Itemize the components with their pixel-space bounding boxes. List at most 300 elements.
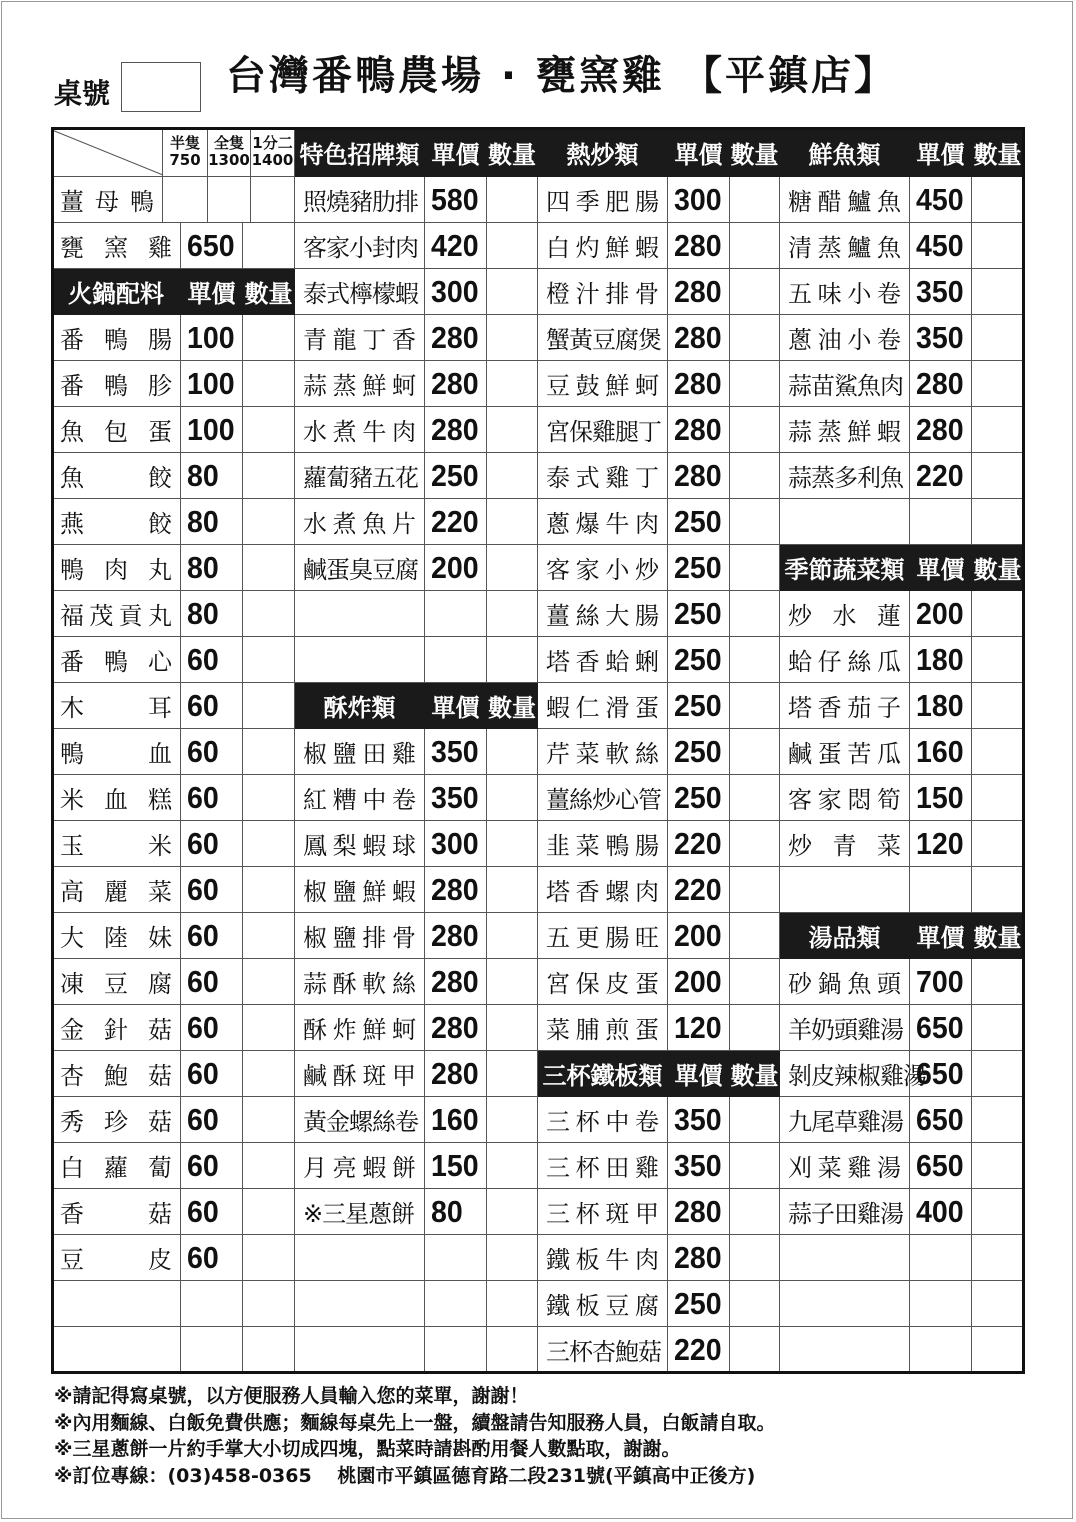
menu-item-name-text: 蒜酥軟絲: [303, 970, 416, 998]
menu-item-name: [780, 959, 910, 1005]
menu-item-price-text: 280: [431, 963, 479, 999]
menu-item-price-text: 220: [674, 825, 722, 861]
quantity-cell[interactable]: [487, 499, 538, 545]
quantity-cell[interactable]: [487, 361, 538, 407]
menu-item-price-text: 280: [431, 1009, 479, 1045]
empty-cell: [181, 1281, 243, 1327]
quantity-cell[interactable]: [972, 1281, 1024, 1327]
quantity-cell[interactable]: [487, 1281, 538, 1327]
menu-item-price: [668, 407, 730, 453]
menu-item-price-text: 450: [916, 181, 964, 217]
quantity-cell[interactable]: [972, 361, 1024, 407]
empty-cell: [181, 1327, 243, 1373]
menu-item-price-text: 650: [187, 227, 235, 263]
menu-item-price: [425, 913, 487, 959]
quantity-cell[interactable]: [243, 821, 295, 867]
menu-item-name-text: 香菇: [60, 1200, 172, 1228]
menu-item-name-text: 鐵板牛肉: [546, 1246, 659, 1274]
quantity-cell[interactable]: [730, 1097, 780, 1143]
quantity-cell[interactable]: [243, 1235, 295, 1281]
quantity-cell[interactable]: [972, 959, 1024, 1005]
quantity-cell[interactable]: [730, 361, 780, 407]
footer-notes: [54, 1383, 775, 1489]
menu-item-price-text: 160: [431, 1101, 479, 1137]
empty-cell: [910, 1327, 972, 1373]
menu-item-price-text: 200: [431, 549, 479, 585]
menu-item-price: [910, 269, 972, 315]
menu-item-name: [780, 407, 910, 453]
menu-item-name: [52, 637, 181, 683]
menu-item-price: [181, 361, 243, 407]
quantity-cell[interactable]: [730, 591, 780, 637]
quantity-cell[interactable]: [487, 729, 538, 775]
menu-item-name-text: 蔥油小卷: [788, 326, 901, 354]
quantity-cell[interactable]: [972, 683, 1024, 729]
menu-item-price: [425, 1005, 487, 1051]
menu-item-price: [181, 775, 243, 821]
menu-item-name: [295, 1005, 425, 1051]
menu-item-price-text: 250: [674, 503, 722, 539]
quantity-cell[interactable]: [730, 729, 780, 775]
menu-item-price: [910, 453, 972, 499]
quantity-cell[interactable]: [487, 315, 538, 361]
empty-cell: [425, 1327, 487, 1373]
menu-item-price-text: 100: [187, 319, 235, 355]
quantity-cell[interactable]: [487, 591, 538, 637]
quantity-cell[interactable]: [243, 223, 295, 269]
quantity-cell[interactable]: [972, 775, 1024, 821]
menu-item-name: [52, 1051, 181, 1097]
menu-item-name-text: 砂鍋魚頭: [788, 970, 901, 998]
menu-item-name-text: 凍豆腐: [60, 970, 172, 998]
menu-item-name-text: 蔥爆牛肉: [546, 510, 659, 538]
quantity-cell[interactable]: [730, 407, 780, 453]
menu-item-price-text: 120: [916, 825, 964, 861]
menu-item-name-text: 芹菜軟絲: [546, 740, 659, 768]
menu-item-name: [295, 1143, 425, 1189]
quantity-cell[interactable]: [243, 591, 295, 637]
quantity-cell[interactable]: [972, 867, 1024, 913]
menu-item-price-text: 60: [187, 871, 219, 907]
empty-cell: [295, 1281, 425, 1327]
menu-item-price: [910, 177, 972, 223]
price-column-header: [910, 128, 972, 177]
category-header-text: 季節蔬菜類: [784, 556, 905, 584]
menu-item-price: [910, 1051, 972, 1097]
category-header-text: 三杯鐵板類: [542, 1062, 663, 1090]
quantity-cell[interactable]: [730, 1143, 780, 1189]
menu-item-price-text: 350: [916, 319, 964, 355]
quantity-cell[interactable]: [487, 1097, 538, 1143]
menu-item-name: [52, 775, 181, 821]
quantity-cell[interactable]: [972, 1143, 1024, 1189]
duck-quantity-cell[interactable]: [163, 177, 208, 223]
duck-quantity-cell[interactable]: [208, 177, 251, 223]
menu-item-name-text: 刈菜雞湯: [788, 1154, 901, 1182]
menu-item-price-text: 280: [916, 411, 964, 447]
quantity-cell[interactable]: [730, 1005, 780, 1051]
menu-item-name: [780, 591, 910, 637]
menu-item-name: [295, 913, 425, 959]
menu-item-name-text: 蘿蔔豬五花: [303, 464, 418, 492]
quantity-cell[interactable]: [972, 315, 1024, 361]
menu-item-price-text: 60: [187, 825, 219, 861]
menu-item-price-text: 220: [916, 457, 964, 493]
quantity-cell[interactable]: [972, 821, 1024, 867]
quantity-cell[interactable]: [243, 683, 295, 729]
quantity-cell[interactable]: [730, 1327, 780, 1373]
menu-item-price: [425, 315, 487, 361]
menu-item-price-text: 200: [674, 917, 722, 953]
menu-item-name: [538, 223, 668, 269]
menu-item-name: [780, 1097, 910, 1143]
quantity-cell[interactable]: [730, 453, 780, 499]
menu-item-name-text: 番鴨腸: [60, 326, 172, 354]
quantity-column-header-text: 數量: [973, 140, 1022, 169]
menu-item-price-text: 280: [431, 319, 479, 355]
menu-item-name: [538, 1327, 668, 1373]
menu-item-price-text: 60: [187, 733, 219, 769]
quantity-cell[interactable]: [487, 407, 538, 453]
menu-item-name: [538, 545, 668, 591]
quantity-cell[interactable]: [243, 499, 295, 545]
quantity-cell[interactable]: [972, 729, 1024, 775]
quantity-cell[interactable]: [487, 269, 538, 315]
menu-item-price: [668, 867, 730, 913]
quantity-cell[interactable]: [243, 453, 295, 499]
menu-item-price-text: 350: [916, 273, 964, 309]
menu-item-name: [538, 1143, 668, 1189]
quantity-cell[interactable]: [487, 867, 538, 913]
menu-item-price: [668, 959, 730, 1005]
menu-item-price-text: 80: [187, 503, 219, 539]
quantity-cell[interactable]: [243, 729, 295, 775]
menu-item-price-text: 700: [916, 963, 964, 999]
quantity-column-header-text: 數量: [488, 140, 536, 169]
menu-item-price-text: 580: [431, 181, 479, 217]
menu-item-name: [538, 729, 668, 775]
menu-item-price-text: 220: [431, 503, 479, 539]
menu-item-price: [425, 499, 487, 545]
menu-item-price-text: 280: [431, 871, 479, 907]
quantity-cell[interactable]: [730, 913, 780, 959]
menu-item-name: [538, 499, 668, 545]
empty-cell: [425, 591, 487, 637]
price-column-header-text: 單價: [431, 140, 480, 169]
quantity-cell[interactable]: [487, 223, 538, 269]
menu-item-price: [181, 637, 243, 683]
duck-size-price: 1300: [208, 151, 250, 169]
menu-item-name: [295, 407, 425, 453]
menu-item-name-text: 魚包蛋: [60, 418, 172, 446]
quantity-cell[interactable]: [243, 1189, 295, 1235]
menu-item-name-text: 蒜子田雞湯: [788, 1200, 903, 1228]
quantity-cell[interactable]: [243, 1005, 295, 1051]
quantity-cell[interactable]: [730, 223, 780, 269]
quantity-cell[interactable]: [730, 1189, 780, 1235]
empty-cell: [910, 867, 972, 913]
menu-item-price-text: 220: [674, 871, 722, 907]
quantity-cell[interactable]: [487, 1327, 538, 1373]
menu-item-price: [181, 453, 243, 499]
quantity-cell[interactable]: [487, 1143, 538, 1189]
quantity-cell[interactable]: [487, 821, 538, 867]
quantity-cell[interactable]: [243, 1097, 295, 1143]
quantity-cell[interactable]: [487, 959, 538, 1005]
menu-item-price-text: 280: [431, 1055, 479, 1091]
menu-item-name-text: 三杯斑甲: [546, 1200, 659, 1228]
menu-item-name: [538, 775, 668, 821]
quantity-cell[interactable]: [972, 1189, 1024, 1235]
menu-item-price: [668, 1005, 730, 1051]
quantity-cell[interactable]: [487, 1235, 538, 1281]
menu-item-name: [295, 223, 425, 269]
quantity-cell[interactable]: [487, 177, 538, 223]
empty-cell: [425, 1235, 487, 1281]
menu-item-price-text: 220: [674, 1331, 722, 1367]
quantity-cell[interactable]: [487, 1051, 538, 1097]
quantity-cell[interactable]: [243, 637, 295, 683]
menu-item-name: [780, 177, 910, 223]
category-header-text: 特色招牌類: [299, 140, 420, 169]
menu-item-name-text: 青龍丁香: [303, 326, 416, 354]
menu-item-name-text: 橙汁排骨: [546, 280, 659, 308]
menu-item-price: [668, 775, 730, 821]
menu-item-price-text: 280: [674, 1193, 722, 1229]
menu-item-name: [538, 1005, 668, 1051]
menu-item-name: [52, 499, 181, 545]
quantity-cell[interactable]: [972, 177, 1024, 223]
menu-item-name: [52, 913, 181, 959]
quantity-cell[interactable]: [243, 1051, 295, 1097]
quantity-cell[interactable]: [243, 913, 295, 959]
menu-item-name: [538, 177, 668, 223]
quantity-cell[interactable]: [243, 1143, 295, 1189]
quantity-column-header: [972, 128, 1024, 177]
menu-item-price-text: 280: [674, 273, 722, 309]
menu-item-price-text: 60: [187, 687, 219, 723]
menu-item-price-text: 60: [187, 1239, 219, 1275]
empty-cell: [910, 499, 972, 545]
quantity-column-header: [972, 545, 1024, 591]
menu-item-price: [181, 223, 243, 269]
quantity-cell[interactable]: [730, 959, 780, 1005]
menu-item-name: [780, 269, 910, 315]
menu-item-name: [295, 1189, 425, 1235]
empty-cell: [295, 1235, 425, 1281]
price-column-header-text: 單價: [916, 140, 965, 169]
menu-item-name-text: 水煮魚片: [303, 510, 416, 538]
price-column-header: [668, 128, 730, 177]
duck-size-option: [163, 128, 208, 177]
menu-item-name: [538, 959, 668, 1005]
menu-item-name-text: 月亮蝦餅: [303, 1154, 416, 1182]
menu-item-name-text: 糖醋鱸魚: [788, 188, 901, 216]
quantity-cell[interactable]: [243, 867, 295, 913]
menu-item-name-text: 蟹黃豆腐煲: [546, 326, 661, 354]
menu-item-price-text: 160: [916, 733, 964, 769]
quantity-cell[interactable]: [487, 913, 538, 959]
menu-item-name-text: 魚餃: [60, 464, 172, 492]
menu-item-name: [52, 1005, 181, 1051]
quantity-cell[interactable]: [487, 637, 538, 683]
duck-size-price: 1400: [251, 151, 294, 169]
menu-item-price: [181, 1005, 243, 1051]
menu-item-price: [668, 177, 730, 223]
quantity-cell[interactable]: [243, 1281, 295, 1327]
note-line: ※請記得寫桌號，以方便服務人員輸入您的菜單，謝謝！: [54, 1385, 529, 1407]
quantity-cell[interactable]: [243, 545, 295, 591]
menu-item-price: [425, 959, 487, 1005]
menu-item-name-text: 豆皮: [60, 1246, 172, 1274]
menu-item-price: [425, 361, 487, 407]
quantity-cell[interactable]: [972, 499, 1024, 545]
quantity-cell[interactable]: [487, 545, 538, 591]
menu-item-price: [181, 683, 243, 729]
quantity-cell[interactable]: [730, 821, 780, 867]
price-column-header: [425, 683, 487, 729]
quantity-cell[interactable]: [972, 1097, 1024, 1143]
menu-item-name-text: 炒水蓮: [788, 602, 901, 630]
menu-item-price: [425, 775, 487, 821]
menu-item-price-text: 250: [674, 779, 722, 815]
quantity-cell[interactable]: [487, 1189, 538, 1235]
menu-item-price-text: 280: [674, 457, 722, 493]
menu-item-price: [181, 821, 243, 867]
empty-cell: [52, 1281, 181, 1327]
menu-item-price-text: 250: [674, 733, 722, 769]
quantity-cell[interactable]: [487, 1005, 538, 1051]
quantity-cell[interactable]: [730, 1281, 780, 1327]
menu-item-name-text: 鹹蛋苦瓜: [788, 740, 901, 768]
menu-item-price: [425, 407, 487, 453]
menu-item-name: [780, 361, 910, 407]
duck-size-label: 全隻: [213, 134, 244, 152]
menu-item-price-text: 150: [431, 1147, 479, 1183]
menu-item-name-text: 清蒸鱸魚: [788, 234, 901, 262]
menu-item-name: [538, 867, 668, 913]
price-column-header-text: 單價: [674, 1062, 723, 1090]
category-header-text: 鮮魚類: [808, 140, 881, 169]
quantity-cell[interactable]: [730, 867, 780, 913]
diagonal-line: [52, 128, 163, 177]
duck-quantity-cell[interactable]: [251, 177, 295, 223]
quantity-cell[interactable]: [730, 499, 780, 545]
quantity-cell[interactable]: [730, 1235, 780, 1281]
menu-item-price: [668, 315, 730, 361]
menu-item-price-text: 250: [674, 1285, 722, 1321]
quantity-cell[interactable]: [243, 959, 295, 1005]
menu-item-price-text: 300: [431, 273, 479, 309]
quantity-column-header: [243, 269, 295, 315]
menu-item-name-text: 豆鼓鮮蚵: [546, 372, 659, 400]
quantity-cell[interactable]: [730, 177, 780, 223]
menu-item-name: [538, 683, 668, 729]
menu-item-name: [52, 407, 181, 453]
menu-item-name-text: 塔香蛤蜊: [546, 648, 659, 676]
quantity-cell[interactable]: [972, 1327, 1024, 1373]
menu-item-price: [910, 1143, 972, 1189]
category-header: [780, 128, 910, 177]
quantity-cell[interactable]: [730, 775, 780, 821]
category-header-text: 酥炸類: [323, 694, 396, 722]
quantity-cell[interactable]: [730, 637, 780, 683]
quantity-cell[interactable]: [487, 453, 538, 499]
quantity-cell[interactable]: [972, 637, 1024, 683]
menu-item-price: [668, 1281, 730, 1327]
menu-item-price: [425, 453, 487, 499]
menu-item-name-text: 薑絲炒心管: [546, 786, 661, 814]
quantity-cell[interactable]: [730, 545, 780, 591]
menu-item-name: [538, 453, 668, 499]
quantity-cell[interactable]: [972, 223, 1024, 269]
menu-item-price: [181, 1143, 243, 1189]
quantity-cell[interactable]: [730, 269, 780, 315]
menu-item-name: [52, 453, 181, 499]
menu-item-name-text: 番鴨胗: [60, 372, 172, 400]
menu-item-name: [538, 913, 668, 959]
quantity-cell[interactable]: [487, 775, 538, 821]
quantity-cell[interactable]: [972, 1005, 1024, 1051]
duck-size-price: 750: [169, 151, 201, 169]
menu-item-price: [425, 177, 487, 223]
quantity-cell[interactable]: [972, 1051, 1024, 1097]
quantity-cell[interactable]: [972, 407, 1024, 453]
quantity-cell[interactable]: [730, 683, 780, 729]
menu-item-name: [295, 1051, 425, 1097]
quantity-cell[interactable]: [243, 407, 295, 453]
price-column-header-text: 單價: [674, 140, 723, 169]
quantity-cell[interactable]: [243, 1327, 295, 1373]
quantity-cell[interactable]: [243, 361, 295, 407]
category-header: [295, 128, 425, 177]
menu-item-name: [780, 683, 910, 729]
quantity-cell[interactable]: [972, 269, 1024, 315]
quantity-cell[interactable]: [243, 315, 295, 361]
menu-item-name-text: 木耳: [60, 694, 172, 722]
menu-item-name: [52, 315, 181, 361]
menu-item-price-text: 450: [916, 227, 964, 263]
quantity-cell[interactable]: [243, 775, 295, 821]
menu-item-price-text: 200: [916, 595, 964, 631]
menu-item-price: [425, 545, 487, 591]
quantity-cell[interactable]: [972, 591, 1024, 637]
menu-item-name-text: 酥炸鮮蚵: [303, 1016, 416, 1044]
menu-item-name: [780, 1005, 910, 1051]
menu-item-name-text: 甕窯雞: [60, 234, 172, 262]
menu-item-price-text: 250: [431, 457, 479, 493]
menu-item-name-text: 三杯中卷: [546, 1108, 659, 1136]
menu-item-name-text: 三杯杏鮑菇: [546, 1338, 661, 1366]
quantity-column-header-text: 數量: [973, 556, 1022, 584]
menu-item-price-text: 280: [431, 365, 479, 401]
menu-item-name-text: 九尾草雞湯: [788, 1108, 903, 1136]
table-number-box[interactable]: [121, 62, 201, 112]
menu-item-name: [538, 1097, 668, 1143]
quantity-cell[interactable]: [972, 453, 1024, 499]
menu-item-price-text: 280: [431, 917, 479, 953]
quantity-column-header-text: 數量: [730, 1062, 779, 1090]
menu-item-name: [780, 1051, 926, 1097]
duck-size-label: 半隻: [169, 134, 200, 152]
menu-item-price: [425, 1097, 487, 1143]
category-header: [52, 269, 181, 315]
menu-item-price: [668, 913, 730, 959]
menu-item-price: [910, 637, 972, 683]
quantity-cell[interactable]: [730, 315, 780, 361]
menu-item-price: [910, 1005, 972, 1051]
quantity-cell[interactable]: [972, 1235, 1024, 1281]
